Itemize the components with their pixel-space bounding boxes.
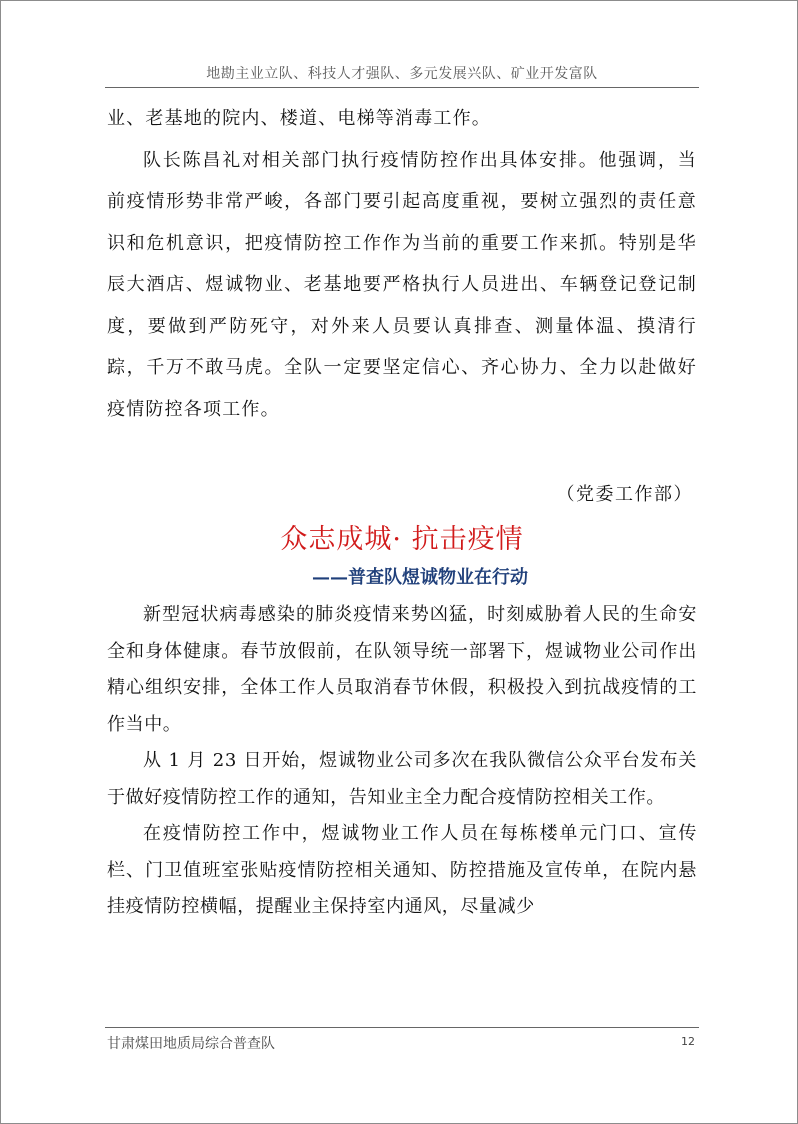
page-number: 12	[681, 1035, 695, 1048]
running-header: 地勘主业立队、科技人才强队、多元发展兴队、矿业开发富队	[206, 66, 598, 82]
article-subtitle: ——普查队煜诚物业在行动	[312, 567, 528, 588]
paragraph: 新型冠状病毒感染的肺炎疫情来势凶猛，时刻威胁着人民的生命安全和身体健康。春节放假前，在队领导统一部署下，煜诚物业公司作出精心组织安排，全体工作人员取消春节休假，积极投入到抗战疫情的工作当中。	[107, 604, 697, 735]
footer-divider	[105, 1027, 699, 1028]
paragraph-continuation: 业、老基地的院内、楼道、电梯等消毒工作。	[107, 108, 491, 129]
paragraph: 队长陈昌礼对相关部门执行疫情防控作出具体安排。他强调，当前疫情形势非常严峻，各部门要引起高度重视，要树立强烈的责任意识和危机意识，把疫情防控工作作为当前的重要工作来抓。特别是华辰大酒店、煜诚物业、老基地要严格执行人员进出、车辆登记登记制度，要做到严防死守，对外来人员要认真排查、测量体温、摸清行踪，千万不敢马虎。全队一定要坚定信心、齐心协力、全力以赴做好疫情防控各项工作。	[107, 149, 697, 420]
paragraph: 从 1 月 23 日开始，煜诚物业公司多次在我队微信公众平台发布关于做好疫情防控工作的通知，告知业主全力配合疫情防控相关工作。	[107, 750, 697, 808]
header-divider	[105, 87, 699, 88]
paragraph: 在疫情防控工作中，煜诚物业工作人员在每栋楼单元门口、宣传栏、门卫值班室张贴疫情防控相关通知、防控措施及宣传单，在院内悬挂疫情防控横幅，提醒业主保持室内通风，尽量减少	[107, 823, 697, 917]
previous-article-body	[107, 98, 697, 430]
article-signature: （党委工作部）	[556, 484, 693, 505]
article-body	[107, 597, 697, 926]
footer-organization: 甘肃煤田地质局综合普查队	[107, 1036, 275, 1052]
article-title: 众志成城· 抗击疫情	[280, 524, 524, 555]
